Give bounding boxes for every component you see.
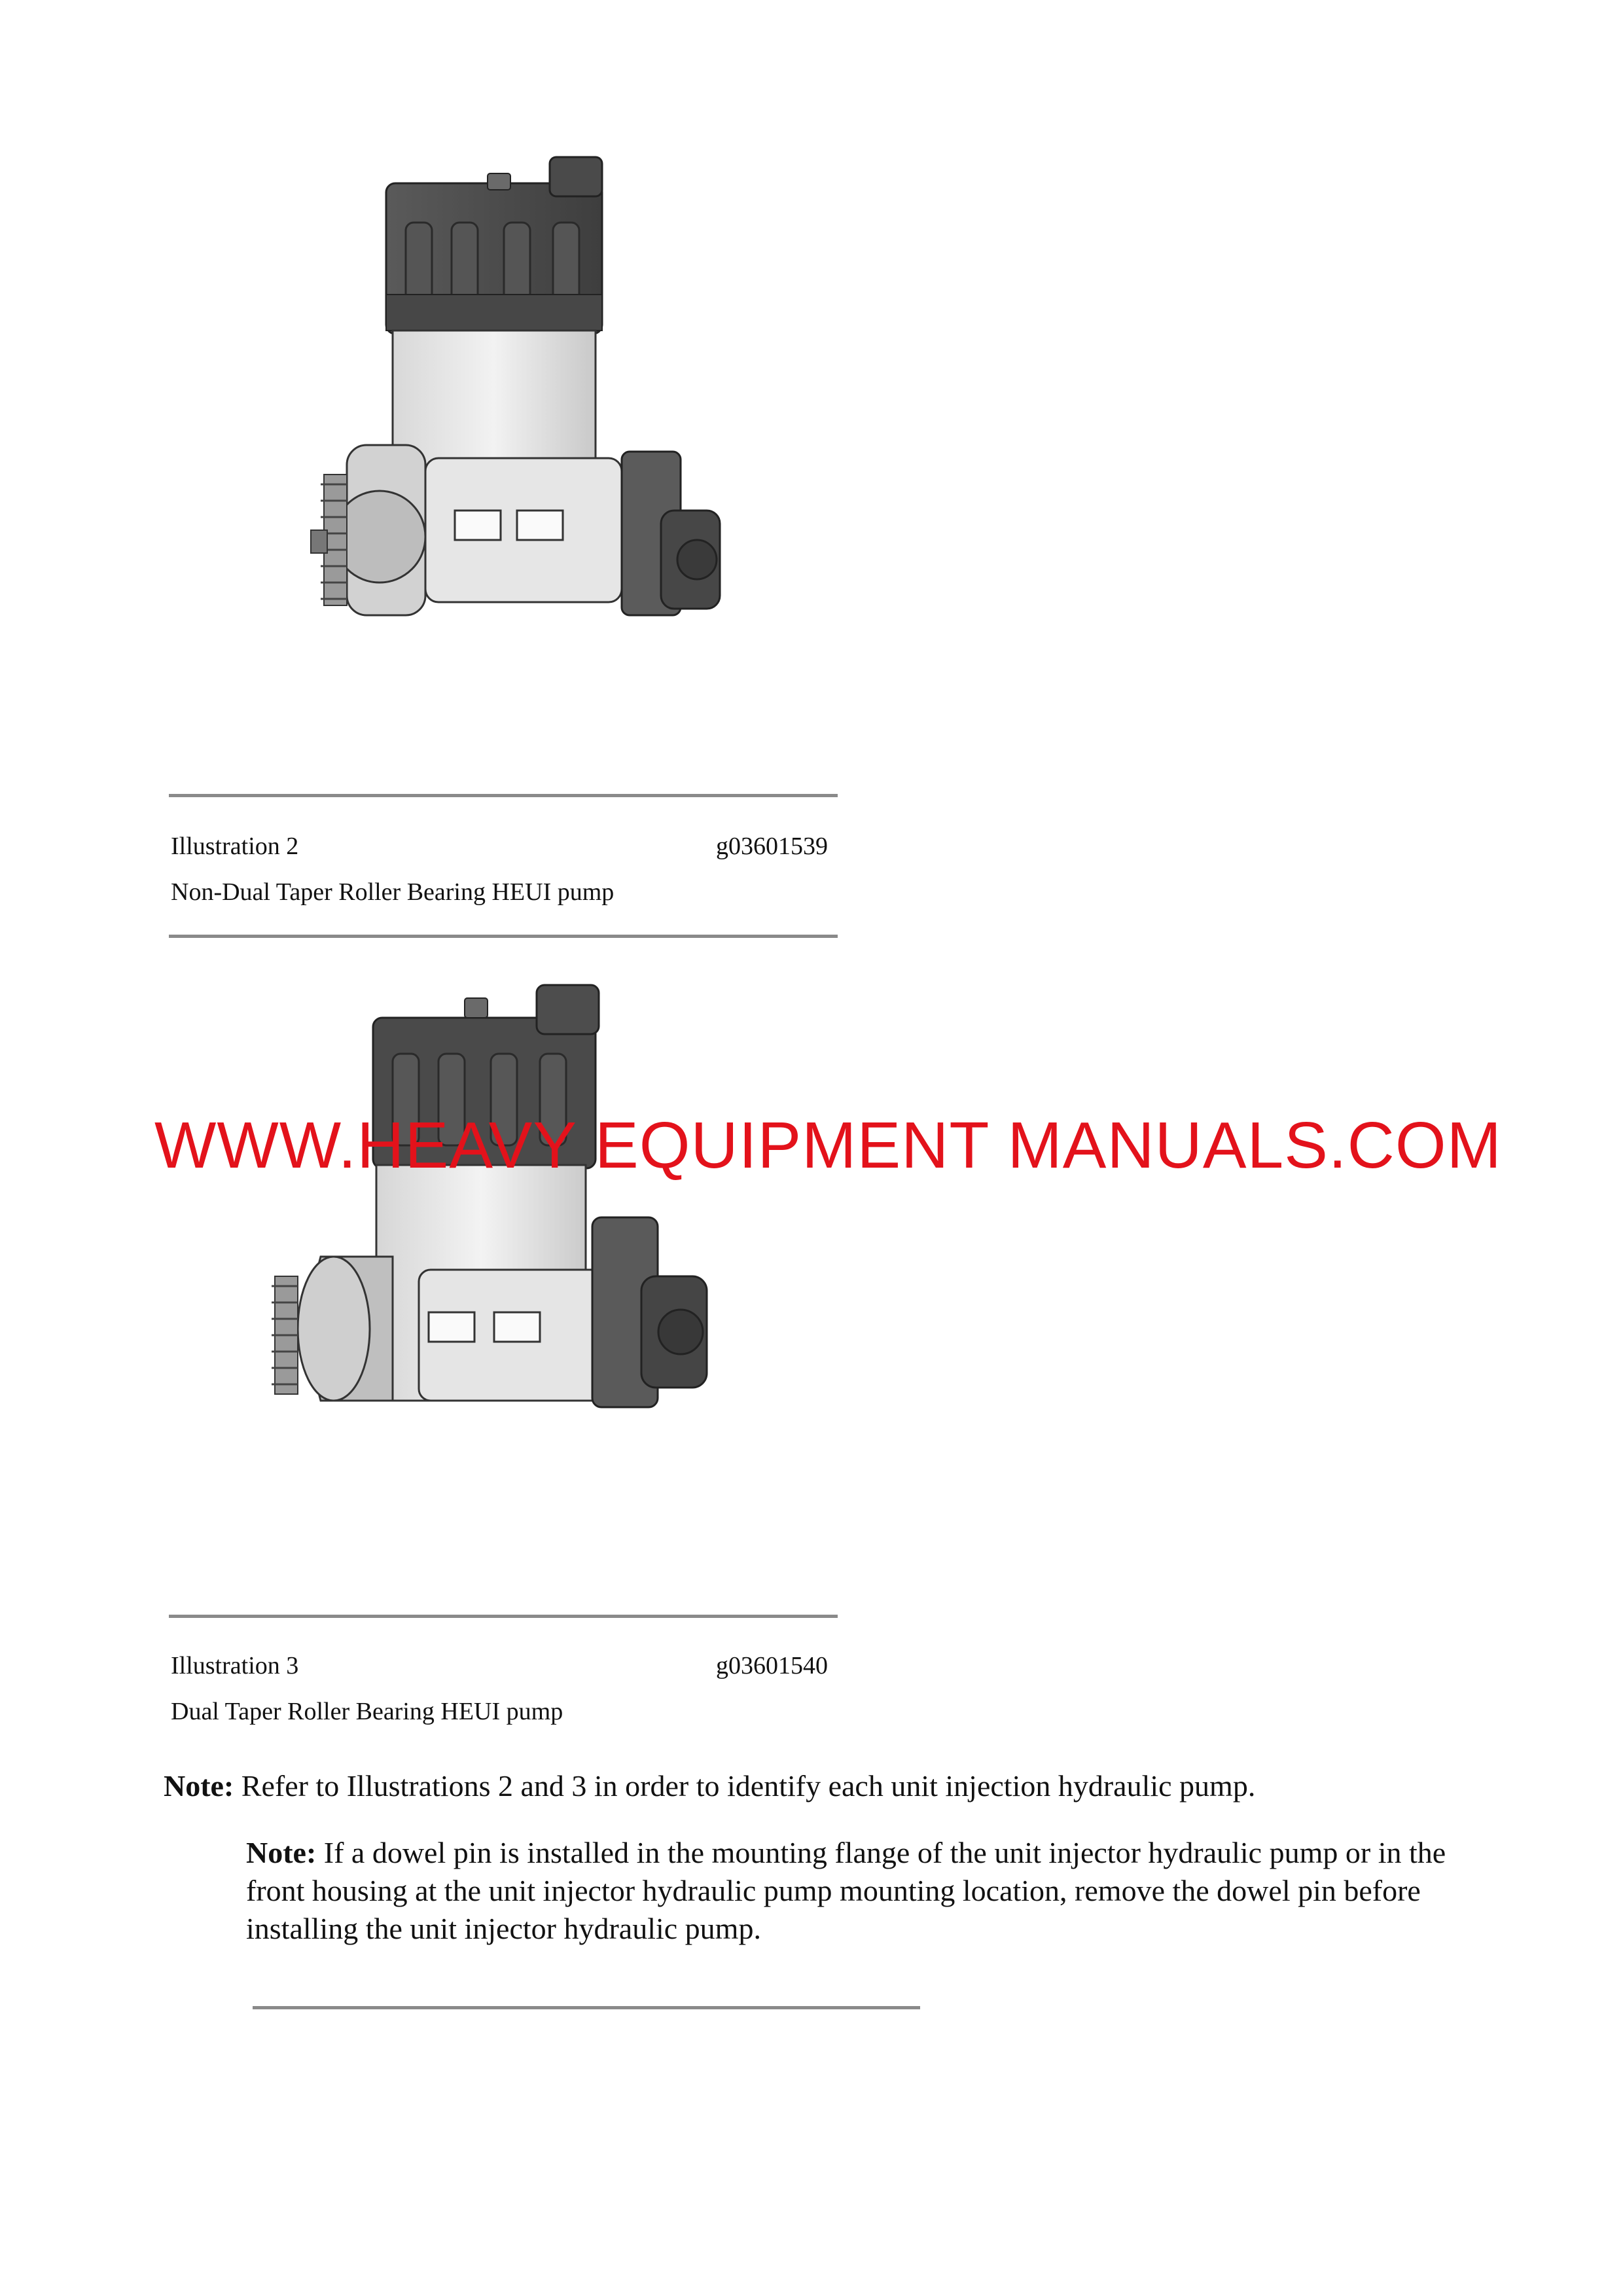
figure-3-label: Illustration 3 [171, 1652, 299, 1679]
section-bottom-rule [253, 2006, 920, 2009]
note-2 [246, 1834, 1463, 1948]
figure-2-code: g03601539 [716, 833, 828, 860]
note-1-text: Refer to Illustrations 2 and 3 in order to identify each unit injection hydraulic pump. [241, 1769, 1256, 1803]
figure-3-top-rule [169, 1615, 838, 1618]
note-2-text: If a dowel pin is installed in the mounting flange of the unit injector hydraulic pump or in the front housing at the unit injector hydraulic pump mounting location, remove the dowel pin before installing the unit injector hydraulic pump. [246, 1836, 1446, 1945]
note-1-label: Note: [164, 1769, 234, 1803]
note-1 [164, 1767, 1472, 1805]
figure-2-label: Illustration 2 [171, 833, 299, 860]
figure-2-top-rule [169, 794, 838, 797]
figure-2-caption: Non-Dual Taper Roller Bearing HEUI pump [171, 878, 615, 906]
pump-illustration-2 [308, 144, 818, 681]
figure-3-caption: Dual Taper Roller Bearing HEUI pump [171, 1698, 563, 1725]
watermark-text: WWW.HEAVY EQUIPMENT MANUALS.COM [154, 1109, 1502, 1182]
pump-illustration-3 [262, 969, 798, 1492]
figure-2-bottom-rule [169, 935, 838, 938]
figure-3-code: g03601540 [716, 1652, 828, 1679]
note-2-label: Note: [246, 1836, 317, 1869]
